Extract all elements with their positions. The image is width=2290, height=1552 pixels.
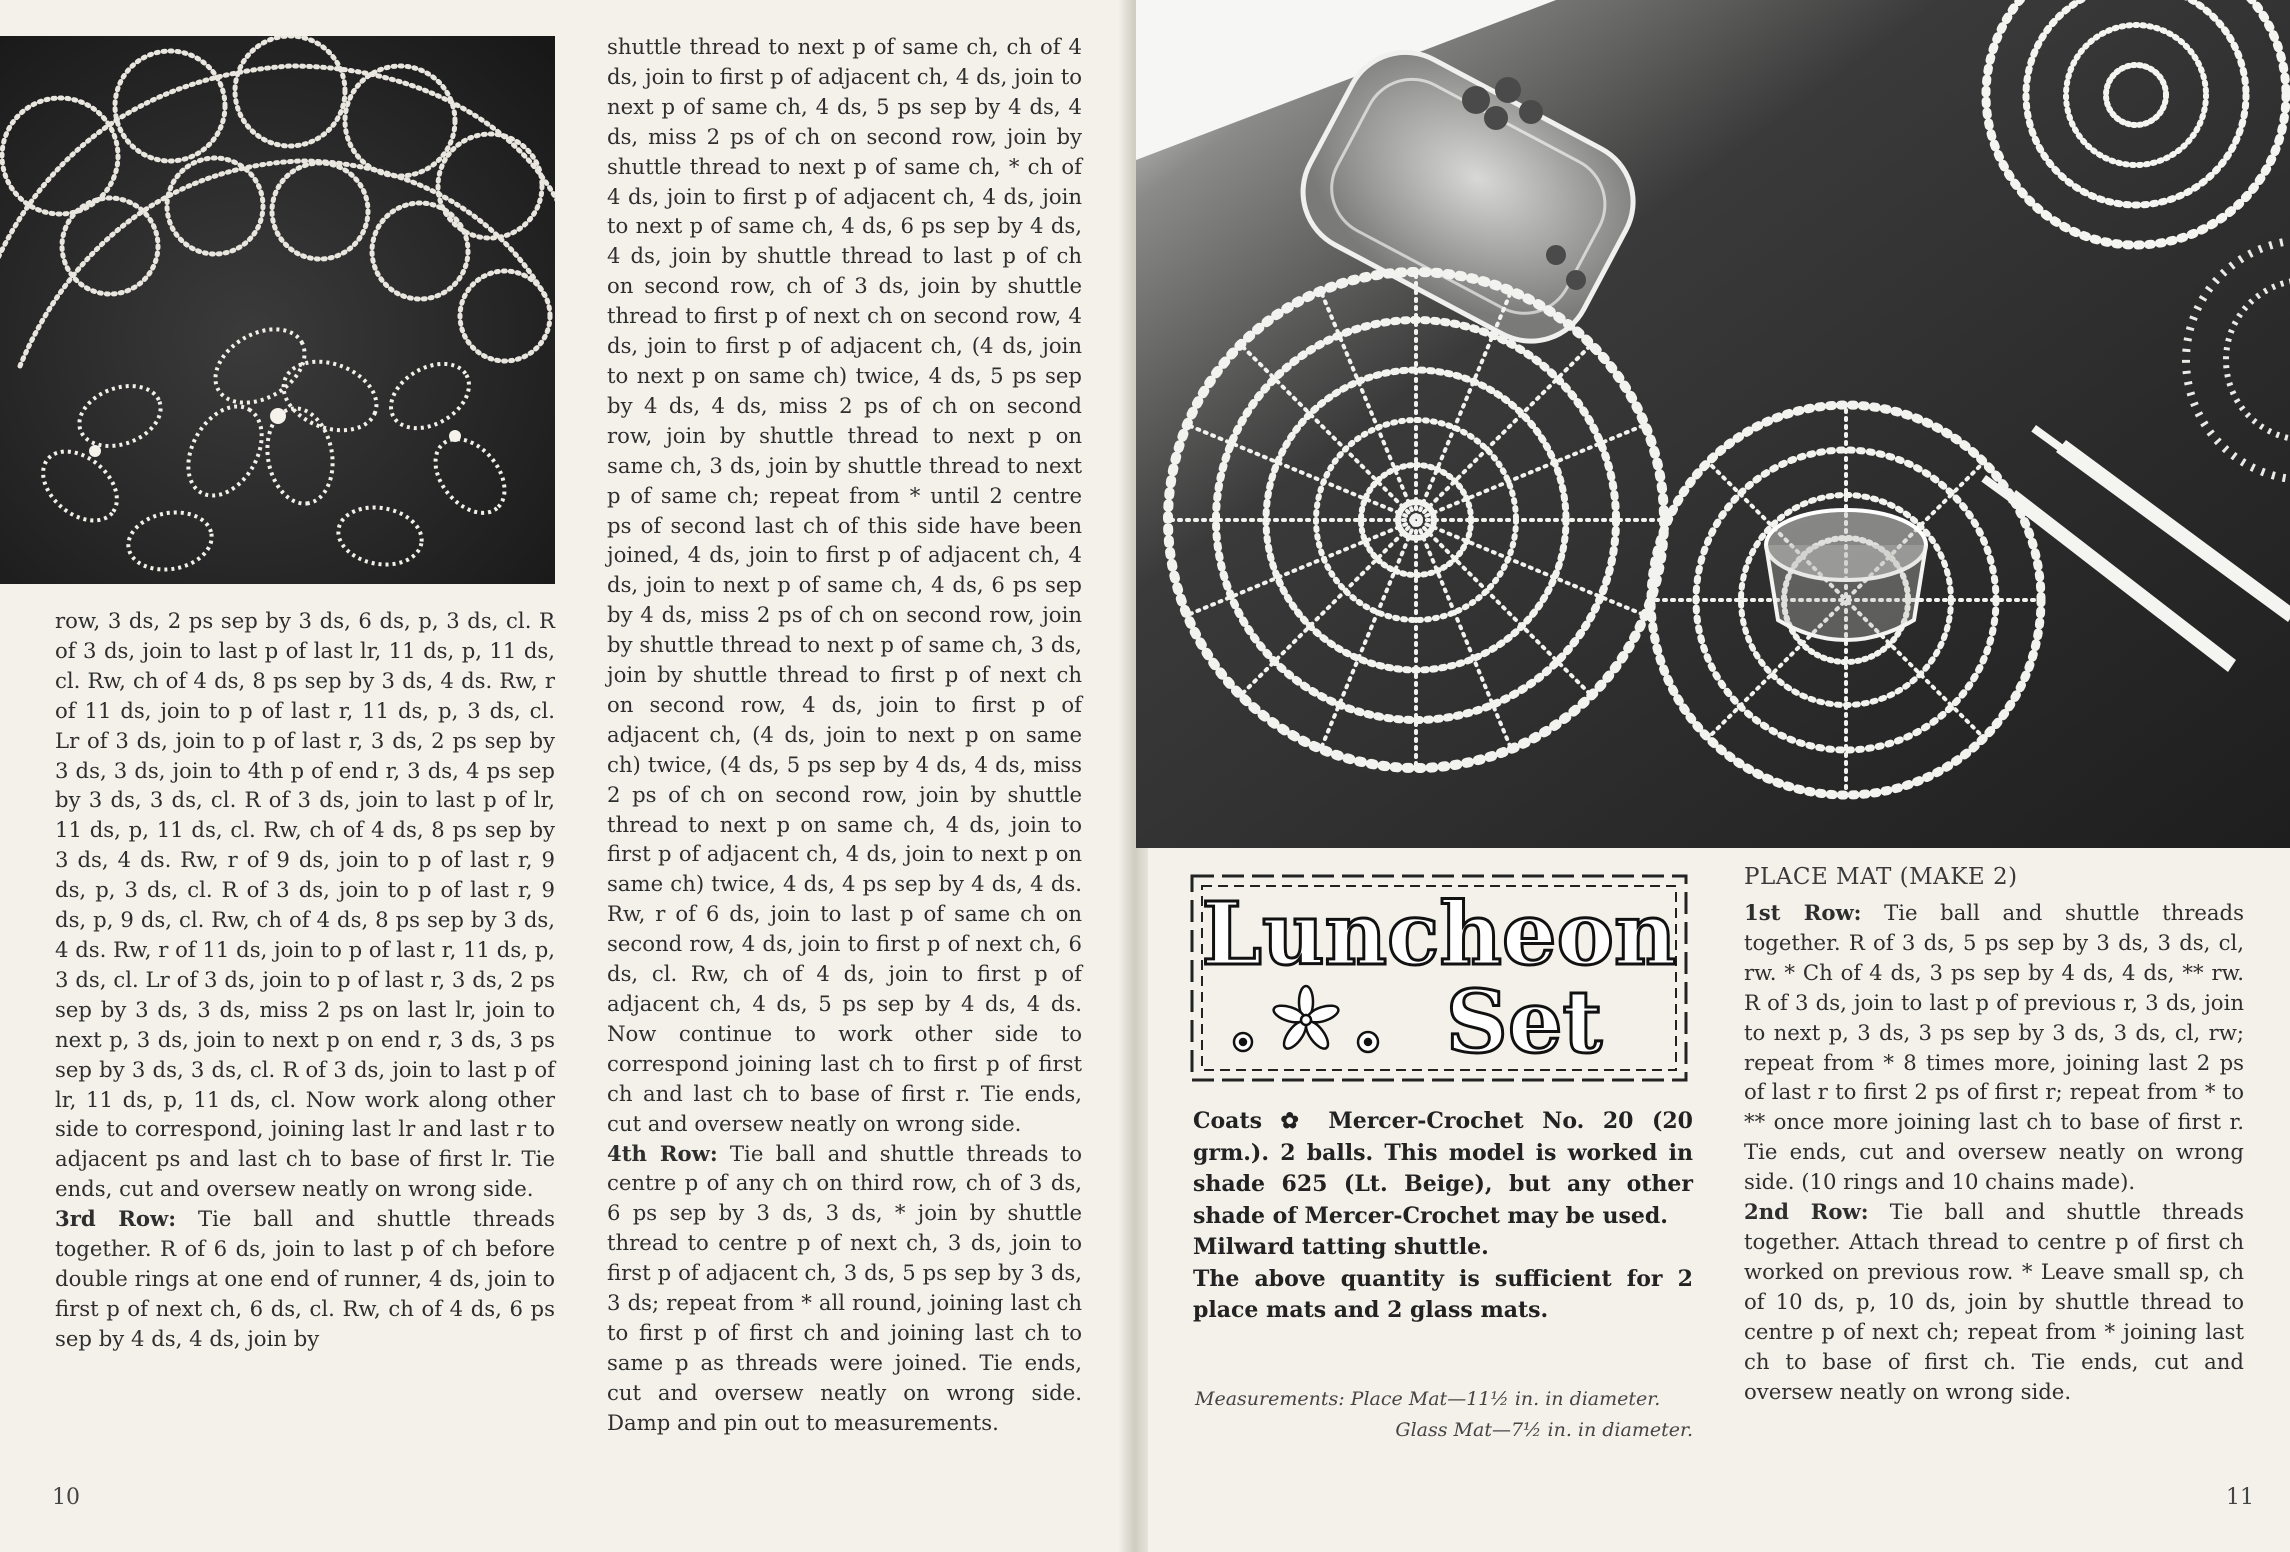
row-heading: 3rd Row:	[55, 1206, 177, 1232]
materials-thread: Coats ✿ Mercer-Crochet No. 20 (20 grm.). 2 balls. This model is worked in shade 625 (Lt. Beige), but any other shade of Mercer-Crochet may be used.	[1193, 1108, 1693, 1229]
luncheon-set-photo	[1136, 0, 2290, 848]
doily-closeup-photo	[0, 36, 555, 584]
row-heading: 1st Row:	[1744, 900, 1862, 925]
paragraph: 4th Row: Tie ball and shuttle threads to centre p of any ch on third row, ch of 3 ds, 6 ps sep by 3 ds, 3 ds, * join by shuttle thread to centre p of next ch, 3 ds, join to first p of adjacent ch, 3 ds, 5 ps sep by 3 ds, 3 ds; repeat from * all round, joining last ch to first p of first ch and joining last ch to same p as threads were joined. Tie ends, cut and oversew neatly on wrong side. Damp and pin out to measurements.	[607, 1140, 1082, 1435]
instructions-column-3	[1744, 898, 2244, 1406]
row-heading: 2nd Row:	[1744, 1199, 1869, 1225]
row-heading: 4th Row:	[607, 1140, 718, 1166]
measurements	[1193, 1384, 1693, 1446]
measurement-place-mat: Measurements: Place Mat—11½ in. in diameter.	[1195, 1388, 1661, 1410]
flower-ornament-icon	[1234, 986, 1378, 1052]
instructions-column-1	[55, 606, 555, 1354]
materials-shuttle: Milward tatting shuttle.	[1193, 1234, 1489, 1260]
paragraph: 1st Row: Tie ball and shuttle threads together. R of 3 ds, 5 ps sep by 3 ds, 3 ds, cl, rw. * Ch of 4 ds, 3 ps sep by 4 ds, 4 ds, ** rw. R of 3 ds, join to last p of previous r, 3 ds, join to next p, 3 ds, 3 ps sep by 3 ds, 3 ds, cl, rw; repeat from * 8 times more, joining last 2 ps of last r to first 2 ps of first r; repeat from * to ** once more joining last ch to base of first r. Tie ends, cut and oversew neatly on wrong side. (10 rings and 10 chains made).	[1744, 900, 2244, 1195]
luncheon-set-title-box	[1188, 872, 1690, 1084]
decorative-title-frame	[1188, 872, 1690, 1084]
page-number-right: 11	[2226, 1485, 2254, 1510]
luncheon-set-illustration	[1136, 0, 2290, 848]
title-line-2: Set	[1445, 972, 1603, 1073]
materials-quantity: The above quantity is sufficient for 2 place mats and 2 glass mats.	[1193, 1265, 1693, 1323]
title-line-1: Luncheon	[1201, 884, 1677, 985]
instructions-column-2	[607, 32, 1082, 1438]
section-title: PLACE MAT (MAKE 2)	[1744, 864, 2018, 890]
paragraph: shuttle thread to next p of same ch, ch of 4 ds, join to first p of adjacent ch, 4 ds, join to next p of same ch, 4 ds, 5 ps sep by 4 ds, 4 ds, miss 2 ps of ch on second row, join by shuttle thread to next p of same ch, * ch of 4 ds, join to first p of adjacent ch, 4 ds, join to next p of same ch, 4 ds, 6 ps sep by 4 ds, 4 ds, join by shuttle thread to last p of ch on second row, ch of 3 ds, join by shuttle thread to first p of next ch on second row, 4 ds, join to first p of adjacent ch, (4 ds, join to next p on same ch) twice, 4 ds, 5 ps sep by 4 ds, 4 ds, miss 2 ps of ch on second row, join by shuttle thread to next p on same ch, 3 ds, join by shuttle thread to next p of same ch; repeat from * until 2 centre ps of second last ch of this side have been joined, 4 ds, join to first p of adjacent ch, 4 ds, join to next p of same ch, 4 ds, 6 ps sep by 4 ds, miss 2 ps of ch on second row, join by shuttle thread to next p of same ch, 3 ds, join by shuttle thread to first p of next ch on second row, 4 ds, join to first p of adjacent ch, (4 ds, join to next p on same ch) twice, (4 ds, 5 ps sep by 4 ds, 4 ds, miss 2 ps of ch on second row, join by shuttle thread to next p on same ch, 4 ds, join to first p of adjacent ch, 4 ds, join to next p on same ch) twice, 4 ds, 4 ps sep by 4 ds, 4 ds. Rw, r of 6 ds, join to last p of same ch on second row, 4 ds, join to first p of next ch, 6 ds, cl. Rw, ch of 4 ds, join to first p of adjacent ch, 4 ds, 5 ps sep by 4 ds, 4 ds. Now continue to work other side to correspond joining last ch to first p of first ch and last ch to base of first r. Tie ends, cut and oversew neatly on wrong side.	[607, 34, 1082, 1136]
paragraph: row, 3 ds, 2 ps sep by 3 ds, 6 ds, p, 3 ds, cl. R of 3 ds, join to last p of last lr, 11 ds, p, 11 ds, cl. Rw, ch of 4 ds, 8 ps sep by 3 ds, 4 ds. Rw, r of 11 ds, join to p of last r, 11 ds, p, 3 ds, cl. Lr of 3 ds, join to p of last r, 3 ds, 2 ps sep by 3 ds, 3 ds, join to 4th p of end r, 3 ds, 4 ps sep by 3 ds, 3 ds, cl. R of 3 ds, join to last p of lr, 11 ds, p, 11 ds, cl. Rw, ch of 4 ds, 8 ps sep by 3 ds, 4 ds. Rw, r of 9 ds, join to p of last r, 9 ds, p, 3 ds, cl. R of 3 ds, join to p of last r, 9 ds, p, 9 ds, cl. Rw, ch of 4 ds, 8 ps sep by 3 ds, 4 ds. Rw, r of 11 ds, join to p of last r, 11 ds, p, 3 ds, cl. Lr of 3 ds, join to p of last r, 3 ds, 2 ps sep by 3 ds, 3 ds, miss 2 ps on last lr, join to next p, 3 ds, join to next p on end r, 3 ds, 3 ps sep by 3 ds, 3 ds, cl. R of 3 ds, join to last p of lr, 11 ds, p, 11 ds, cl. Now work along other side to correspond, joining last lr and last r to adjacent ps and last ch to base of first lr. Tie ends, cut and oversew neatly on wrong side.	[55, 608, 555, 1202]
paragraph: 3rd Row: Tie ball and shuttle threads together. R of 6 ds, join to last p of ch before double rings at one end of runner, 4 ds, join to first p of next ch, 6 ds, cl. Rw, ch of 4 ds, 6 ps sep by 4 ds, 4 ds, join by	[55, 1206, 555, 1351]
doily-closeup-illustration	[0, 36, 555, 584]
measurement-glass-mat: Glass Mat—7½ in. in diameter.	[1395, 1419, 1693, 1441]
page-number-left: 10	[52, 1485, 80, 1510]
paragraph: 2nd Row: Tie ball and shuttle threads together. Attach thread to centre p of first ch worked on previous row. * Leave small sp, ch of 10 ds, p, 10 ds, join by shuttle thread to centre p of next ch; repeat from * joining last ch to base of first ch. Tie ends, cut and oversew neatly on wrong side.	[1744, 1199, 2244, 1404]
materials-list	[1193, 1106, 1693, 1327]
